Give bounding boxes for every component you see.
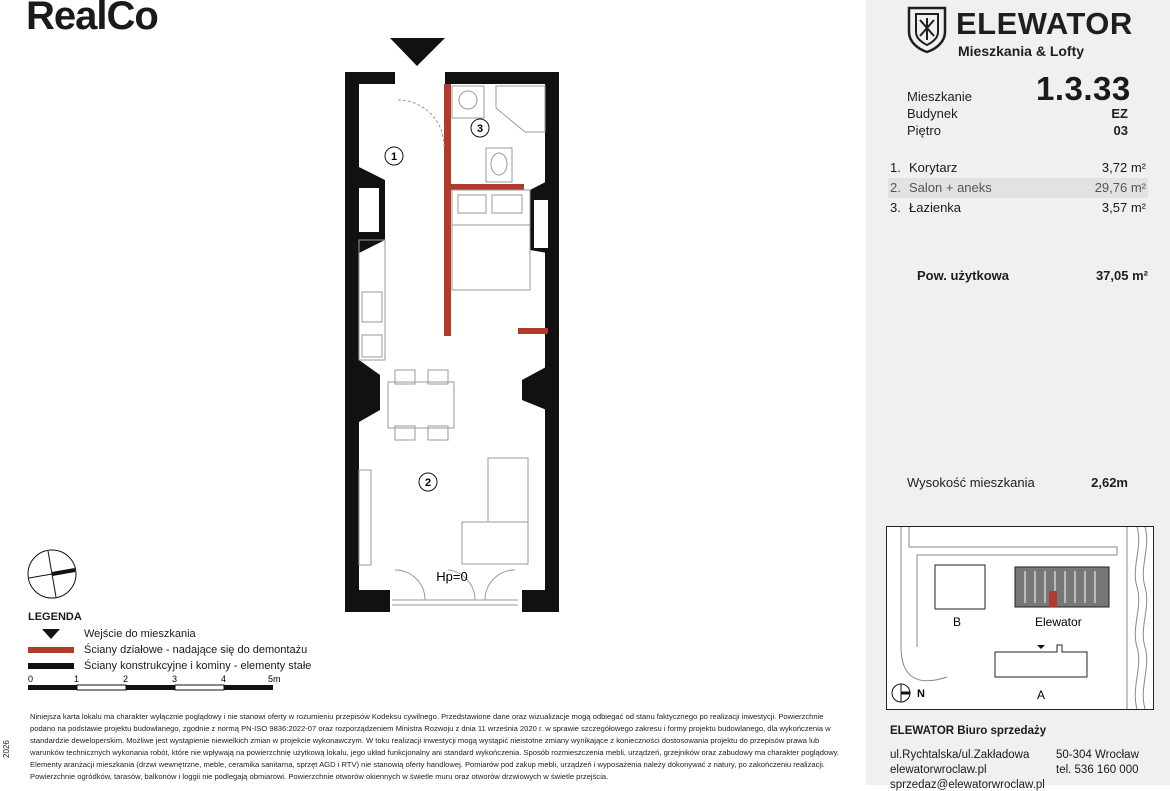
rooms-list [888,158,1148,222]
svg-text:0: 0 [28,674,34,684]
year: 2026 [2,740,11,758]
height-label: Wysokość mieszkania [907,475,1035,490]
legend-entrance: Wejście do mieszkania [84,628,196,640]
apartment-location [1049,591,1057,607]
list-item: 1. Korytarz 3,72 m² [890,160,1146,175]
list-item: 3. Łazienka 3,57 m² [890,200,1146,215]
building-b [935,565,985,609]
svg-text:3: 3 [172,674,178,684]
legend-structural: Ściany konstrukcyjne i kominy - elementy stałe [84,660,312,672]
office-email-link[interactable]: sprzedaz@elewatorwroclaw.pl [890,779,1045,791]
brand-logo: RealCo [26,0,158,38]
room-label-3: 3 [476,123,484,135]
elewator-logo [906,4,1146,64]
usable-area-label: Pow. użytkowa [917,268,1009,283]
height-value: 2,62m [1091,475,1128,490]
logo-subtitle: Mieszkania & Lofty [958,43,1085,59]
svg-text:4: 4 [221,674,227,684]
office-web-link[interactable]: elewatorwroclaw.pl [890,764,987,776]
entrance-arrow-icon [42,629,60,639]
svg-text:A: A [1037,688,1046,702]
north-indicator: N [917,688,925,700]
svg-text:B: B [953,615,962,629]
legend-partition: Ściany działowe - nadające się do demontażu [84,644,308,656]
room-markers [385,119,489,491]
office-postal: 50-304 Wrocław [1056,749,1139,761]
structural-walls [345,72,559,612]
office-phone[interactable]: tel. 536 160 000 [1056,764,1139,776]
floor-plan [300,30,570,620]
site-map [886,526,1154,710]
building-label: Budynek [907,106,958,121]
entrance-arrow-icon [390,38,445,66]
list-item: 2. Salon + aneks 29,76 m² [888,178,1148,198]
usable-area-value: 37,05 m² [1095,268,1148,283]
building-value: EZ [1111,106,1128,121]
compass-icon [26,548,78,600]
logo-name: ELEWATOR [956,6,1133,41]
svg-text:Elewator: Elewator [1035,615,1082,629]
room-label-2: 2 [424,477,432,489]
legend [28,611,311,674]
office-address: ul.Rychtalska/ul.Zakładowa [890,749,1030,761]
svg-text:2: 2 [123,674,129,684]
elewator-shield-icon [906,4,948,54]
disclaimer: Niniejsza karta lokalu ma charakter wyłącznie poglądowy i nie stanowi oferty w rozumieniu przepisów Kodeksu cywilnego. Przedstawione dane oraz wizualizacje mogą odbiegać od stanu faktycznego po realizacji inwestycji. Powierzchnie podano na podstawie projektu budowlanego, zgodnie z normą PN-ISO 9836:2022-07 oraz rozporządzeniem Ministra Rozwoju z dnia 11 września 2020 r. w sprawie szczegółowego zakresu i formy projektu budowlanego, dla wykończenia w standardzie deweloperskim. Możliwe jest wystąpienie niewielkich zmian w projekcie wykonawczym. W toku realizacji inwestycji mogą wystąpić nieistotne zmiany wynikające z konieczności dostosowania projektu do przepisów prawa lub warunków technicznych wykonania robót, które nie wpływają na powierzchnię użytkową lokalu, jego układ funkcjonalny ani standard wykończenia. Sposób rozmieszczenia mebli, urządzeń, grzejników oraz zabudowy ma charakter poglądowy. Elementy aranżacji mieszkania (drzwi wewnętrzne, meble, ceramika sanitarna, sprzęt AGD i RTV) nie stanowią oferty handlowej. Pomiarów pod zakup mebli, urządzeń i wyposażenia należy dokonywać z natury, po zakończeniu realizacji. Powierzchnie ogródków, tarasów, balkonów i loggii nie podlegają obmiarowi. Powierzchnie otworów okiennych w świetle muru oraz otworów drzwiowych w świetle przejścia. [30,712,840,781]
apartment-number: 1.3.33 [1036,70,1131,107]
legend-title: LEGENDA [28,611,82,623]
floor-level: Hp=0 [436,569,468,584]
room-label-1: 1 [390,151,398,163]
scale-bar [28,673,288,695]
building-a [995,645,1087,677]
floor-label: Piętro [907,123,941,138]
floor-value: 03 [1113,123,1128,138]
svg-text:5m: 5m [268,674,281,684]
svg-text:1: 1 [74,674,80,684]
office-title: ELEWATOR Biuro sprzedaży [890,725,1047,737]
apartment-label: Mieszkanie [907,89,973,104]
